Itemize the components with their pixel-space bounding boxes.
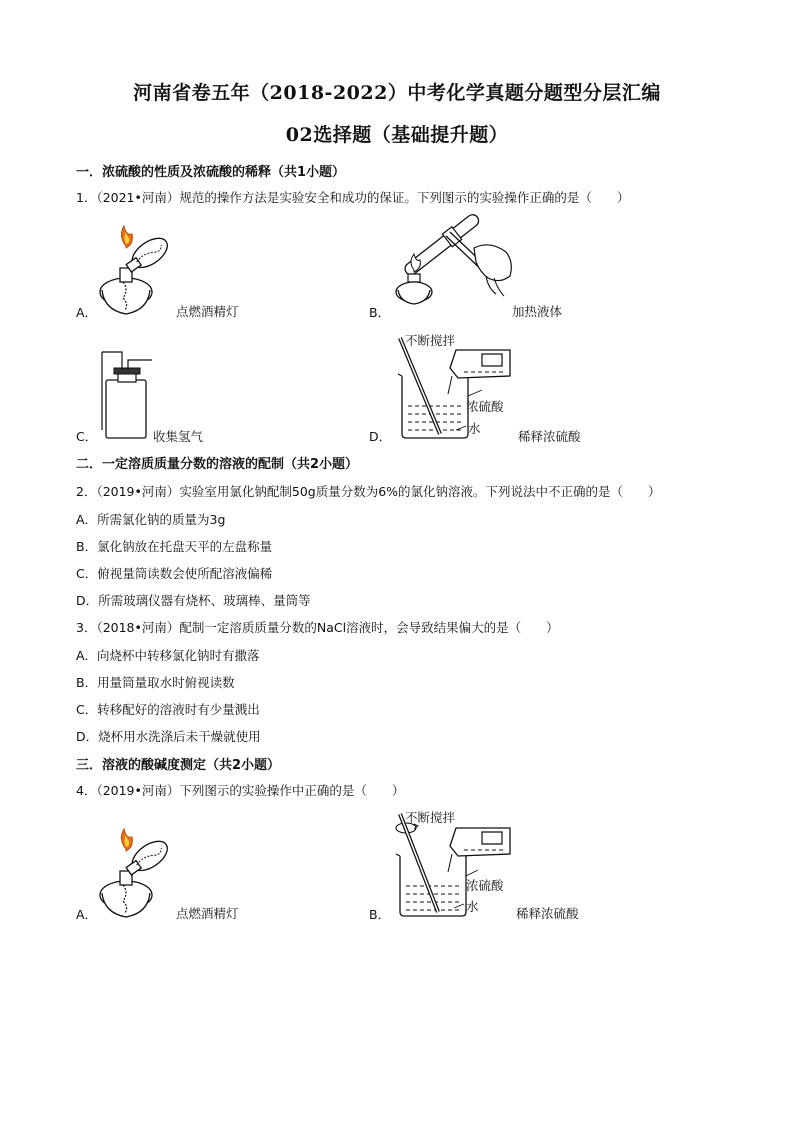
q4-b-label-water: 水 (466, 899, 479, 914)
dilute-sulfuric-acid-illustration-q4 (392, 812, 522, 918)
question-1-stem: 1．（2021•河南）规范的操作方法是实验安全和成功的保证。下列图示的实验操作正确的是（ ） (76, 190, 630, 205)
section-heading-3: 三．溶液的酸碱度测定（共2小题） (76, 758, 281, 773)
q2-option-d: D．所需玻璃仪器有烧杯、玻璃棒、量筒等 (76, 593, 311, 608)
q1-option-d-letter: D． (369, 429, 392, 444)
q2-option-a: A．所需氯化钠的质量为3g (76, 512, 226, 527)
dilute-sulfuric-acid-illustration (398, 334, 528, 440)
q1-option-d-caption: 稀释浓硫酸 (518, 429, 581, 444)
q4-option-b-letter: B． (369, 907, 391, 922)
alcohol-lamp-lighting-illustration-q4 (96, 829, 186, 925)
q1-option-c-letter: C． (76, 429, 98, 444)
q1-option-a-caption: 点燃酒精灯 (176, 304, 239, 319)
heating-liquid-illustration (390, 214, 520, 314)
section-heading-1: 一．浓硫酸的性质及浓硫酸的稀释（共1小题） (76, 165, 346, 180)
question-3-stem: 3．（2018•河南）配制一定溶质质量分数的NaCl溶液时，会导致结果偏大的是（ ） (76, 620, 559, 635)
q4-b-label-stir: 不断搅拌 (405, 810, 456, 825)
q1-option-b-caption: 加热液体 (512, 304, 563, 319)
q4-option-b-caption: 稀释浓硫酸 (516, 906, 579, 921)
q1-d-label-acid: 浓硫酸 (466, 399, 504, 414)
page-subtitle: 02选择题（基础提升题） (285, 124, 509, 146)
q2-option-c: C．俯视量筒读数会使所配溶液偏稀 (76, 566, 273, 581)
q3-option-a: A．向烧杯中转移氯化钠时有撒落 (76, 648, 260, 663)
q3-option-b: B．用量筒量取水时俯视读数 (76, 675, 235, 690)
gas-collection-bottle-illustration (98, 350, 156, 442)
question-2-stem: 2．（2019•河南）实验室用氯化钠配制50g质量分数为6%的氯化钠溶液。下列说法中不正确的是（ ） (76, 484, 661, 499)
q4-option-a-letter: A． (76, 907, 98, 922)
q1-d-label-water: 水 (468, 421, 481, 436)
q4-b-label-acid: 浓硫酸 (466, 878, 504, 893)
q1-option-c-caption: 收集氢气 (153, 429, 204, 444)
q2-option-b: B．氯化钠放在托盘天平的左盘称量 (76, 539, 273, 554)
q3-option-d: D．烧杯用水洗涤后未干燥就使用 (76, 729, 261, 744)
question-4-stem: 4．（2019•河南）下列图示的实验操作中正确的是（ ） (76, 783, 405, 798)
q3-option-c: C．转移配好的溶液时有少量溅出 (76, 702, 260, 717)
alcohol-lamp-lighting-illustration (96, 226, 186, 322)
section-heading-2: 二．一定溶质质量分数的溶液的配制（共2小题） (76, 457, 359, 472)
q4-option-a-caption: 点燃酒精灯 (176, 906, 239, 921)
q1-option-a-letter: A． (76, 305, 98, 320)
page-title: 河南省卷五年（2018-2022）中考化学真题分题型分层汇编 (133, 82, 661, 104)
q1-option-b-letter: B． (369, 305, 391, 320)
q1-d-label-stir: 不断搅拌 (405, 333, 456, 348)
